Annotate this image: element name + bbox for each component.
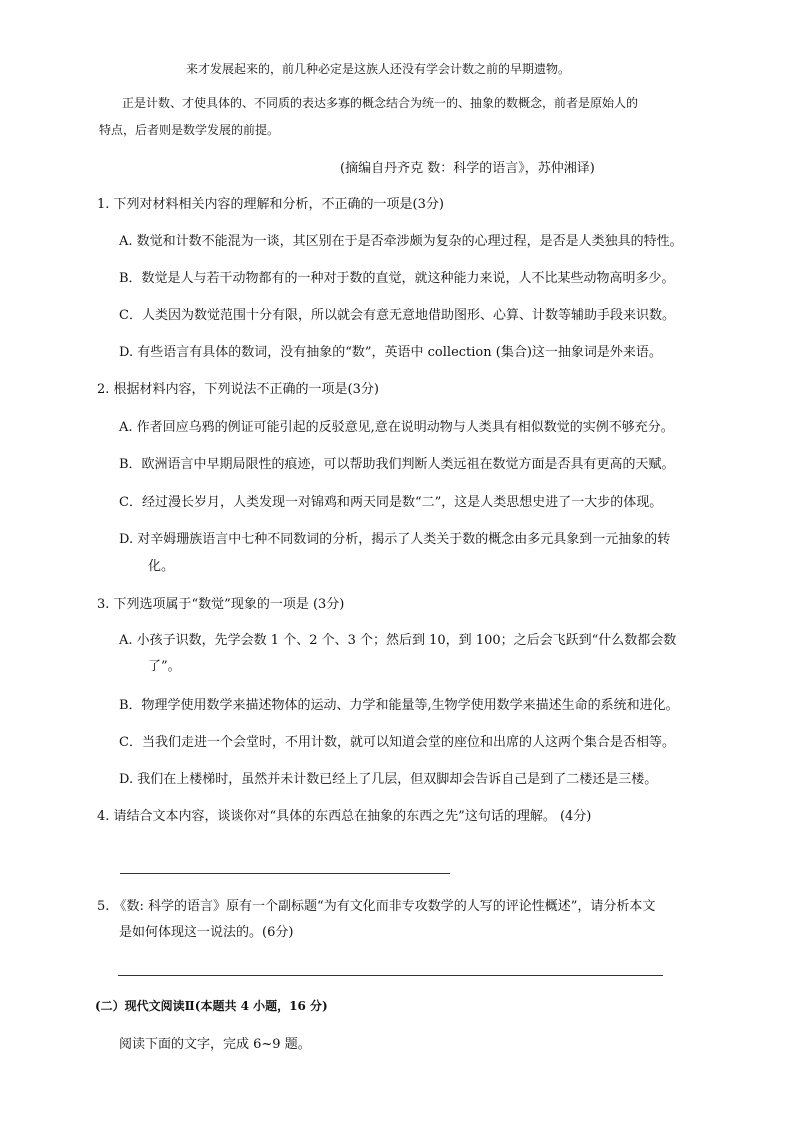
question-stem-5: 5. 《数: 科学的语言》原有一个副标题“为有文化而非专攻数学的人写的评论性概述”，请分析本文 [97, 899, 656, 914]
answer-line-5[interactable] [118, 975, 663, 976]
option-2b: B．欧洲语言中早期局限性的痕迹，可以帮助我们判断人类远祖在数觉方面是否具有更高的天赋。 [119, 457, 675, 472]
option-3d: D. 我们在上楼梯时，虽然并未计数已经上了几层，但双脚却会告诉自己是到了二楼还是三楼。 [119, 772, 658, 787]
option-3a: A. 小孩子识数，先学会数 1 个、2 个、3 个；然后到 10，到 100；之后会飞跃到“什么数都会数 [119, 633, 677, 648]
option-2c: C．经过漫长岁月，人类发现一对锦鸡和两天同是数“二”，这是人类思想史进了一大步的体现。 [119, 495, 663, 510]
option-2d-cont: 化。 [148, 559, 175, 574]
option-1b: B．数觉是人与若干动物都有的一种对于数的直觉，就这种能力来说，人不比某些动物高明多少。 [119, 271, 675, 286]
option-2d: D. 对辛姆珊族语言中七种不同数词的分析，揭示了人类关于数的概念由多元具象到一元抽象的转 [119, 532, 671, 547]
question-stem-2: 2. 根据材料内容，下列说法不正确的一项是(3分) [97, 382, 379, 397]
option-1d: D. 有些语言有具体的数词，没有抽象的“数”，英语中 collection (集合)这一抽象词是外来语。 [119, 345, 662, 360]
question-stem-1: 1. 下列对材料相关内容的理解和分析，不正确的一项是(3分) [97, 197, 444, 212]
option-1a: A. 数觉和计数不能混为一谈，其区别在于是否牵涉颇为复杂的心理过程，是否是人类独具的特性。 [119, 234, 683, 249]
passage-line: 正是计数、才使具体的、不同质的表达多寡的概念结合为统一的、抽象的数概念，前者是原始人的 [122, 96, 639, 110]
section-instruction: 阅读下面的文字，完成 6~9 题。 [119, 1037, 311, 1052]
passage-line: 特点，后者则是数学发展的前提。 [99, 123, 280, 137]
option-3c: C．当我们走进一个会堂时，不用计数，就可以知道会堂的座位和出席的人这两个集合是否相等。 [119, 735, 675, 750]
question-stem-3: 3. 下列选项属于“数觉”现象的一项是 (3分) [97, 597, 345, 612]
question-stem-5-cont: 是如何体现这一说法的。(6分) [119, 925, 294, 940]
passage-source: (摘编自丹齐克 数：科学的语言》，苏仲湘译) [340, 161, 595, 176]
option-1c: C．人类因为数觉范围十分有限，所以就会有意无意地借助图形、心算、计数等辅助手段来识数。 [119, 308, 675, 323]
question-stem-4: 4. 请结合文本内容，谈谈你对“具体的东西总在抽象的东西之先”这句话的理解。 (4分) [97, 809, 592, 824]
passage-line: 来才发展起来的，前几种必定是这族人还没有学会计数之前的早期遗物。 [186, 62, 571, 76]
option-3a-cont: 了”。 [148, 659, 181, 674]
section-heading: (二）现代文阅读Ⅱ(本题共 4 小题，16 分) [95, 999, 328, 1013]
option-2a: A. 作者回应乌鸦的例证可能引起的反驳意见,意在说明动物与人类具有相似数觉的实例不够充分。 [119, 420, 674, 435]
answer-line-4[interactable] [120, 873, 450, 874]
option-3b: B．物理学使用数学来描述物体的运动、力学和能量等,生物学使用数学来描述生命的系统和进化。 [119, 698, 679, 713]
